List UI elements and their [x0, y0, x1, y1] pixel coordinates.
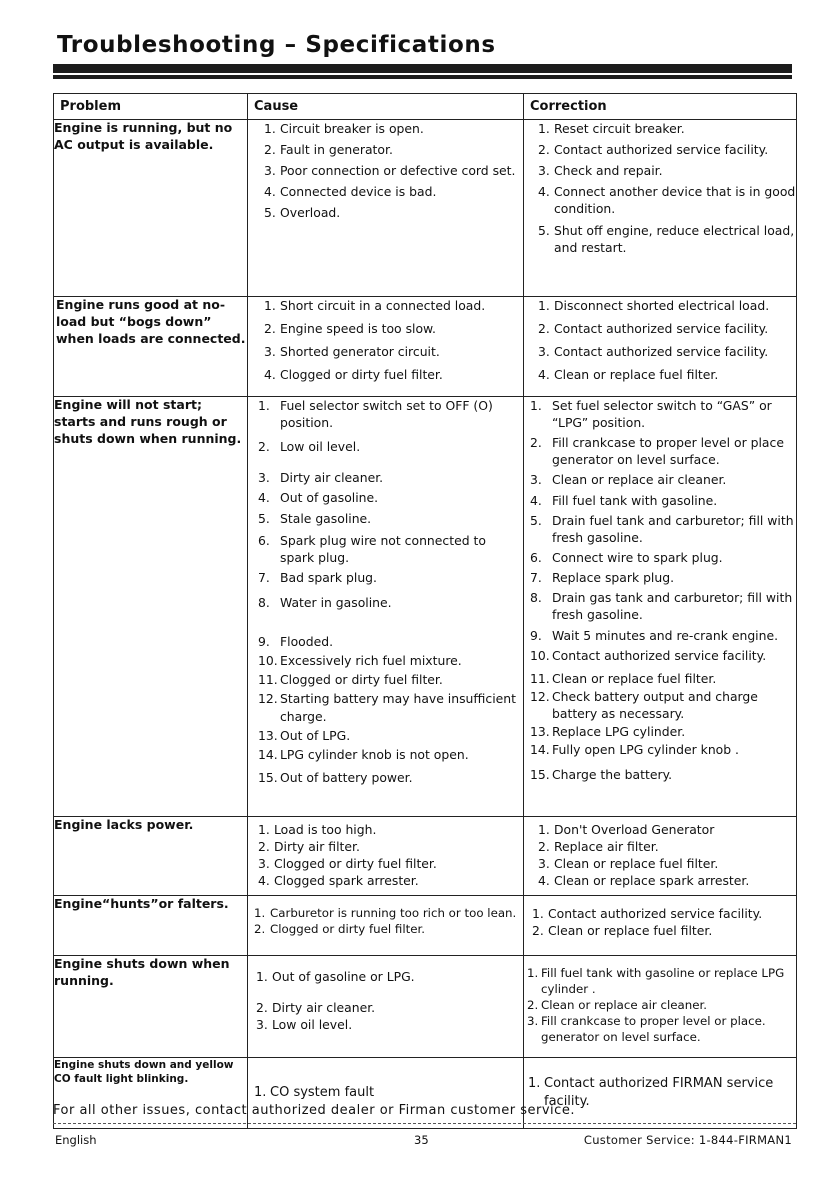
- list-item: 3. Check and repair.: [538, 163, 663, 179]
- table-row: [54, 956, 797, 1058]
- list-item: 2. Engine speed is too slow.: [264, 321, 436, 337]
- list-item: 15. Out of battery power.: [258, 769, 413, 785]
- list-item: 1. Fuel selector switch set to OFF (O) position.: [258, 398, 493, 431]
- cause-cell: [248, 896, 524, 956]
- list-item: 3. Contact authorized service facility.: [538, 344, 769, 360]
- table-row: [54, 120, 797, 297]
- correction-cell: [524, 956, 797, 1058]
- list-item: 4. Connected device is bad.: [264, 184, 437, 200]
- list-item: 12. Check battery output and charge battery as necessary.: [530, 688, 758, 721]
- cause-cell: [248, 397, 524, 817]
- problem-cell: Engine shuts down and yellow CO fault light blinking.: [54, 1058, 248, 1129]
- correction-cell: [524, 297, 797, 397]
- list-item: 12. Starting battery may have insufficient charge.: [258, 691, 516, 724]
- list-item: 6. Connect wire to spark plug.: [530, 549, 723, 565]
- list-item: 3. Clean or replace air cleaner.: [530, 472, 727, 488]
- list-item: 2. Contact authorized service facility.: [538, 321, 769, 337]
- list-item: 4. Clogged spark arrester.: [258, 873, 419, 889]
- list-item: 2. Low oil level.: [258, 439, 361, 455]
- list-item: 7. Bad spark plug.: [258, 569, 377, 585]
- list-item: 3. Fill crankcase to proper level or place. generator on level surface.: [527, 1013, 766, 1044]
- correction-cell: [524, 896, 797, 956]
- list-item: 2. Dirty air cleaner.: [256, 1000, 376, 1016]
- cause-list: [258, 397, 523, 786]
- list-item: 3. Clogged or dirty fuel filter.: [258, 856, 437, 872]
- list-item: 4. Fill fuel tank with gasoline.: [530, 492, 718, 508]
- correction-cell: [524, 397, 797, 817]
- list-item: 4. Connect another device that is in good condition.: [538, 184, 796, 217]
- cause-cell: [248, 120, 524, 297]
- list-item: 1. Set fuel selector switch to “GAS” or “LPG” position.: [530, 398, 772, 431]
- list-item: 1. Contact authorized FIRMAN service facility.: [528, 1076, 774, 1109]
- list-item: 5. Overload.: [264, 205, 341, 221]
- footer-customer-service: Customer Service: 1-844-FIRMAN1: [583, 1133, 792, 1147]
- list-item: 1. Reset circuit breaker.: [538, 121, 685, 136]
- list-item: 7. Replace spark plug.: [530, 569, 675, 585]
- list-item: 3. Poor connection or defective cord set.: [264, 163, 516, 179]
- footer-page-number: 35: [414, 1133, 429, 1147]
- list-item: 3. Dirty air cleaner.: [258, 470, 384, 486]
- correction-list: [538, 120, 796, 256]
- correction-cell: [524, 120, 797, 297]
- list-item: 2. Fill crankcase to proper level or place generator on level surface.: [530, 435, 784, 468]
- list-item: 11. Clean or replace fuel filter.: [530, 670, 717, 686]
- list-item: 4. Clean or replace spark arrester.: [538, 873, 750, 889]
- cause-list: [258, 821, 523, 889]
- troubleshooting-table: [53, 93, 797, 1129]
- list-item: 5. Drain fuel tank and carburetor; fill with fresh gasoline.: [530, 512, 794, 545]
- cause-cell: [248, 817, 524, 896]
- list-item: 13. Out of LPG.: [258, 727, 351, 743]
- cause-list: [254, 1084, 519, 1102]
- list-item: 2. Clean or replace air cleaner.: [527, 997, 707, 1012]
- title-rule-thick: [53, 64, 792, 73]
- table-header-row: [54, 94, 797, 120]
- list-item: 1. Fill fuel tank with gasoline or replace LPG cylinder .: [527, 966, 785, 996]
- list-item: 1. Circuit breaker is open.: [264, 121, 424, 136]
- header-problem: Problem: [54, 94, 248, 120]
- list-item: 3. Shorted generator circuit.: [264, 344, 440, 360]
- list-item: 14. Fully open LPG cylinder knob .: [530, 741, 739, 757]
- list-item: 8. Drain gas tank and carburetor; fill with fresh gasoline.: [530, 590, 793, 623]
- table-row: [54, 817, 797, 896]
- list-item: 15. Charge the battery.: [530, 767, 673, 783]
- footer-divider: [53, 1123, 796, 1124]
- table-row: [54, 896, 797, 956]
- header-cause: Cause: [248, 94, 524, 120]
- list-item: 13. Replace LPG cylinder.: [530, 723, 686, 739]
- page-title: Troubleshooting – Specifications: [57, 32, 496, 58]
- list-item: 10. Contact authorized service facility.: [530, 648, 767, 664]
- problem-cell: Engine runs good at no-load but “bogs down” when loads are connected.: [54, 297, 248, 397]
- list-item: 2. Clogged or dirty fuel filter.: [254, 922, 426, 937]
- list-item: 5. Shut off engine, reduce electrical load, and restart.: [538, 222, 795, 255]
- cause-cell: [248, 956, 524, 1058]
- correction-list: [538, 297, 796, 383]
- list-item: 2. Clean or replace fuel filter.: [532, 923, 713, 939]
- table-row: [54, 397, 797, 817]
- footnote: For all other issues, contact authorized dealer or Firman customer service.: [53, 1103, 575, 1118]
- footer-language: English: [55, 1133, 97, 1147]
- correction-list: [538, 821, 796, 889]
- correction-list: [527, 966, 796, 1046]
- correction-cell: [524, 817, 797, 896]
- list-item: 1. Load is too high.: [258, 822, 377, 837]
- list-item: 2. Replace air filter.: [538, 839, 659, 855]
- list-item: 6. Spark plug wire not connected to spark plug.: [258, 532, 486, 565]
- list-item: 9. Flooded.: [258, 634, 334, 650]
- list-item: 14. LPG cylinder knob is not open.: [258, 746, 469, 762]
- list-item: 1. Don't Overload Generator: [538, 822, 715, 837]
- cause-list: [264, 120, 523, 222]
- problem-cell: Engine lacks power.: [54, 817, 248, 896]
- problem-cell: Engine shuts down when running.: [54, 956, 248, 1058]
- list-item: 1. Carburetor is running too rich or too lean.: [254, 906, 517, 920]
- list-item: 4. Clogged or dirty fuel filter.: [264, 367, 443, 383]
- header-correction: Correction: [524, 94, 797, 120]
- list-item: 3. Low oil level.: [256, 1017, 353, 1033]
- correction-list: [530, 397, 796, 783]
- list-item: 5. Stale gasoline.: [258, 510, 372, 526]
- list-item: 11. Clogged or dirty fuel filter.: [258, 672, 443, 688]
- list-item: 8. Water in gasoline.: [258, 594, 392, 610]
- problem-cell: Engine is running, but no AC output is available.: [54, 120, 248, 297]
- correction-list: [532, 905, 796, 939]
- cause-list: [264, 297, 523, 383]
- table-row: [54, 297, 797, 397]
- list-item: 10. Excessively rich fuel mixture.: [258, 653, 462, 669]
- list-item: 2. Dirty air filter.: [258, 839, 360, 855]
- list-item: 2. Contact authorized service facility.: [538, 142, 769, 158]
- list-item: 2. Fault in generator.: [264, 142, 393, 158]
- list-item: 1. Contact authorized service facility.: [532, 906, 763, 921]
- problem-cell: Engine“hunts”or falters.: [54, 896, 248, 956]
- list-item: 1. Out of gasoline or LPG.: [256, 969, 415, 984]
- cause-list: [256, 968, 523, 1033]
- list-item: 4. Clean or replace fuel filter.: [538, 367, 719, 383]
- list-item: 1. CO system fault: [254, 1085, 375, 1101]
- list-item: 3. Clean or replace fuel filter.: [538, 856, 719, 872]
- problem-cell: Engine will not start; starts and runs rough or shuts down when running.: [54, 397, 248, 817]
- list-item: 1. Disconnect shorted electrical load.: [538, 298, 770, 313]
- cause-cell: [248, 297, 524, 397]
- list-item: 9. Wait 5 minutes and re-crank engine.: [530, 628, 779, 644]
- list-item: 1. Short circuit in a connected load.: [264, 298, 486, 313]
- list-item: 4. Out of gasoline.: [258, 490, 379, 506]
- title-rule-thin: [53, 75, 792, 79]
- cause-list: [254, 905, 523, 938]
